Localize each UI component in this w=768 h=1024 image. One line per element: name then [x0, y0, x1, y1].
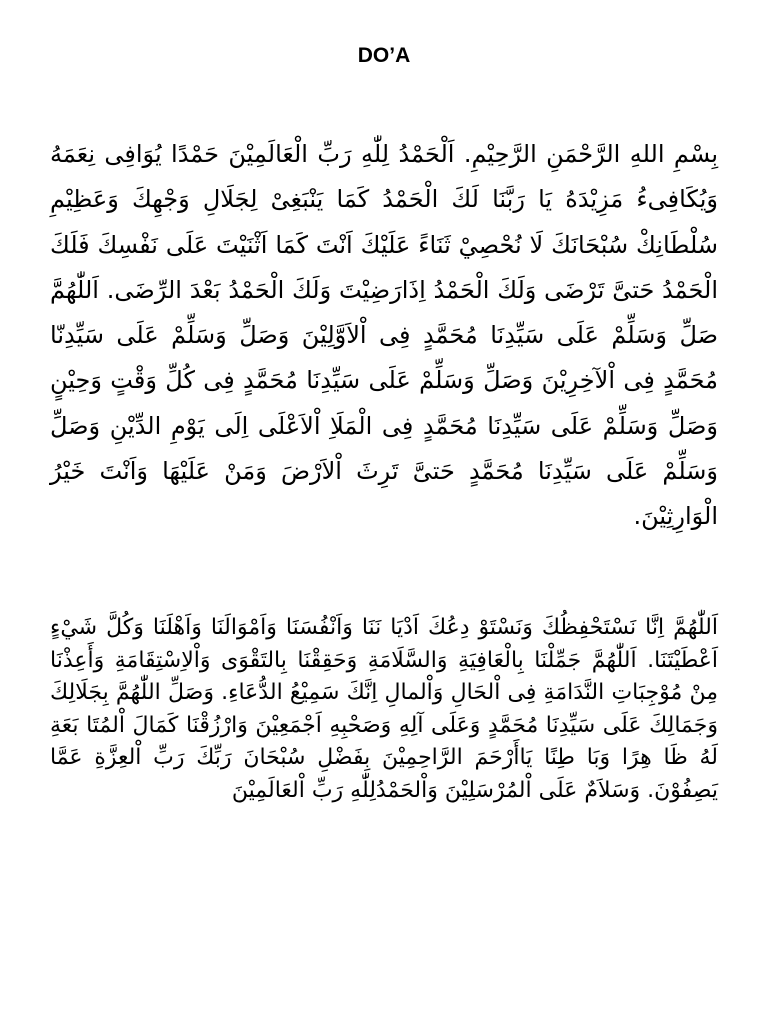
- doa-paragraph-1: بِسْمِ اللهِ الرَّحْمَنِ الرَّحِيْمِ. اَلْحَمْدُ لِلّٰهِ رَبِّ الْعَالَمِيْنَ حَمْدًا يُوَافِى نِعَمَهُ وَيُكَافِىءُ مَزِيْدَهُ يَا رَبَّنَا لَكَ الْحَمْدُ كَمَا يَنْبَغِىْ لِجَلَالِ وَجْهِكَ وَعَظِيْمِ سُلْطَانِكْ سُبْحَانَكَ لَا نُحْصِيْ ثَنَاءً عَلَيْكَ اَنْتَ كَمَا اَثْنَيْتَ عَلَى نَفْسِكَ فَلَكَ الْحَمْدُ حَتىَّ تَرْضَى وَلَكَ الْحَمْدُ اِذَارَضِيْتَ وَلَكَ الْحَمْدُ بَعْدَ الرِّضَى. اَللّٰهُمَّ صَلِّ وَسَلِّمْ عَلَى سَيِّدِنَا مُحَمَّدٍ فِى اْلاَوَّلِيْنَ وَصَلِّ وَسَلِّمْ عَلَى سَيِّدِنّا مُحَمَّدٍ فِى اْلآخِرِيْنَ وَصَلِّ وَسَلِّمْ عَلَى سَيِّدِنَا مُحَمَّدٍ فِى كُلِّ وَقْتٍ وَحِيْنٍ وَصَلِّ وَسَلِّمْ عَلَى سَيِّدِنَا مُحَمَّدٍ فِى الْمَلَاِ اْلاَعْلَى اِلَى يَوْمِ الدِّيْنِ وَصَلِّ وَسَلِّمْ عَلَى سَيِّدِنَا مُحَمَّدٍ حَتىَّ تَرِثَ اْلاَرْضَ وَمَنْ عَلَيْهَا وَاَنْتَ خَيْرُ الْوَارِثِيْنَ.: [50, 140, 718, 531]
- doa-paragraph-2: اَللّٰهُمَّ اِنَّا نَسْتَحْفِظُكَ وَنَسْتَوْ دِعُكَ اَدْيَا نَنَا وَاَنْفُسَنَا وَاَمْوَالَنَا وَاَهْلَنَا وَكُلَّ شَيْءٍ اَعْطَيْتَنَا. اَللّٰهُمَّ جَمِّلْنَا بِالْعَافِيَةِ وَالسَّلَامَةِ وَحَقِقْنَا بِالتَقْوَى وَاْلاِسْتِقَامَةِ وَأَعِذْنَا مِنْ مُوْجِبَاتِ النَّدَامَةِ فِى اْلحَالِ وَاْلمالِ اِنَّكَ سَمِيْعُ الدُّعَاءِ. وَصَلِّ اللّٰهُمَّ بِجَلَالِكَ وَجَمَالِكَ عَلَى سَيِّدِنَا مُحَمَّدٍ وَعَلَى آلِهِ وَصَحْبِهِ اَجْمَعِيْنَ وَارْزُقْنَا كَمَالَ اْلمُتَا بَعَةِ لَهُ ظَا هِرًا وَبَا طِنًا يَاأَرْحَمَ الرَّاحِمِيْنَ بِفَضْلِ سُبْحَانَ رَبِّكَ رَبِّ اْلعِزَّةِ عَمَّا يَصِفُوْنَ. وَسَلاَمٌ عَلَى اْلمُرْسَلِيْنَ وَاْلحَمْدُلِلّٰهِ رَبِّ اْلعَالَمِيْنَ: [50, 615, 718, 803]
- document-title: DO’A: [357, 44, 411, 67]
